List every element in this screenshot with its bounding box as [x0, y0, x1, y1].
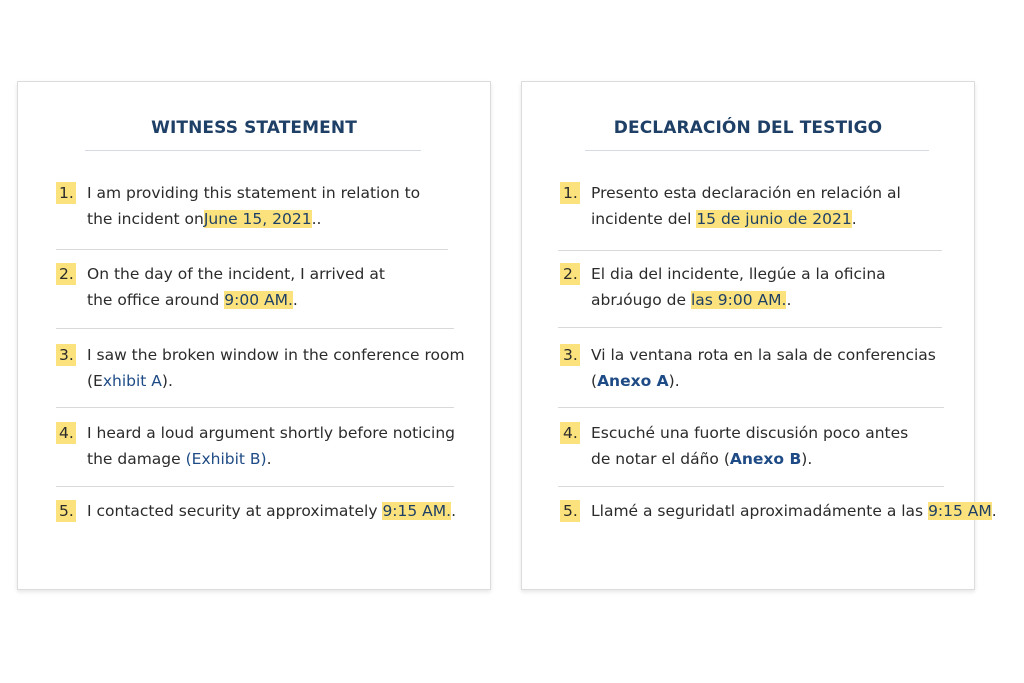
item-text: Llamé a seguridatl aproximadámente a las 9:15 AM. — [591, 502, 997, 520]
item-divider — [558, 250, 942, 251]
item-divider — [56, 407, 454, 408]
item-text: Vi la ventana rota en la sala de conferencias (Anexo A). — [591, 346, 936, 390]
item-number: 1. — [56, 182, 76, 204]
item-divider — [558, 327, 942, 328]
item-divider — [56, 328, 454, 329]
witness-statement-card-spanish — [521, 81, 997, 590]
item-number: 2. — [56, 263, 76, 285]
annex-reference[interactable]: Anexo B — [729, 450, 802, 468]
card-title: DECLARACIÓN DEL TESTIGO — [613, 118, 883, 138]
item-divider — [558, 407, 944, 408]
time-highlight: 9:00 AM. — [224, 291, 293, 309]
date-highlight: June 15, 2021 — [203, 210, 312, 228]
witness-statement-card-english — [17, 81, 491, 590]
item-number: 5. — [56, 500, 76, 522]
time-highlight: 9:15 AM — [928, 502, 992, 520]
exhibit-reference[interactable]: xhibit A — [102, 372, 162, 390]
item-text: I am providing this statement in relation to the incident onJune 15, 2021.. — [87, 184, 421, 228]
title-divider — [85, 150, 421, 151]
item-number: 4. — [560, 422, 580, 444]
item-text: Escuché una fuorte discusión poco antes de notar el dáño (Anexo B). — [591, 424, 909, 468]
item-divider — [56, 249, 448, 250]
item-text: I heard a loud argument shortly before noticing the damage (Exhibit B). — [87, 424, 455, 468]
item-number: 5. — [560, 500, 580, 522]
item-text: I saw the broken window in the conference room (Exhibit A). — [87, 346, 465, 390]
item-text: On the day of the incident, I arrived at the office around 9:00 AM.. — [87, 265, 385, 309]
item-text: I contacted security at approximately 9:15 AM.. — [87, 502, 457, 520]
exhibit-reference[interactable]: (Exhibit B) — [185, 450, 267, 468]
card-title: WITNESS STATEMENT — [151, 118, 357, 138]
date-highlight: 15 de junio de 2021 — [696, 210, 852, 228]
item-number: 2. — [560, 263, 580, 285]
time-highlight: 9:15 AM. — [382, 502, 452, 520]
annex-reference[interactable]: Anexo A — [597, 372, 669, 390]
time-highlight: las 9:00 AM. — [691, 291, 787, 309]
item-number: 1. — [560, 182, 580, 204]
item-text: Presento esta declaración en relación al incidente del 15 de junio de 2021. — [591, 184, 901, 228]
item-divider — [558, 486, 944, 487]
item-divider — [56, 486, 454, 487]
item-number: 3. — [560, 344, 580, 366]
title-divider — [585, 150, 929, 151]
item-number: 3. — [56, 344, 76, 366]
item-text: El dia del incidente, llegúe a la oficina abrɹóugo de las 9:00 AM.. — [591, 265, 886, 309]
item-number: 4. — [56, 422, 76, 444]
